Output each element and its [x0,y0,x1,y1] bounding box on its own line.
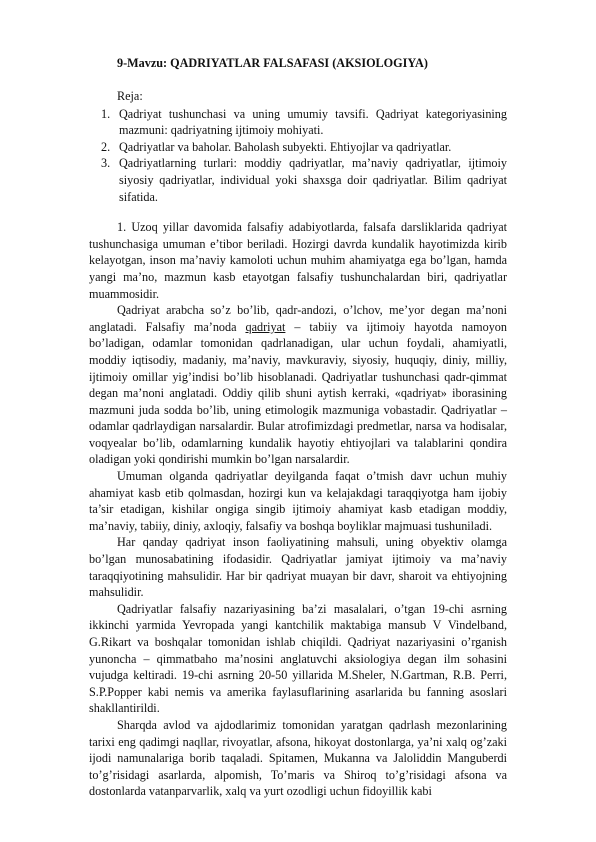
paragraph-product: Har qanday qadriyat inson faoliyatining mahsuli, uning obyektiv olamga bo’lgan munosabatining ifodasidir. Qadriyatlar jamiyat ijtimoiy va ma’naviy taraqqiyotining mahsulidir. Har bir qadriyat muayan bir davr, sharoit va ehtiyojning mahsulidir. [89,535,507,600]
paragraph-intro: 1. Uzoq yillar davomida falsafiy adabiyotlarda, falsafa darsliklarida qadriyat tushunchasiga umuman e’tibor beriladi. Hozirgi davrda kundalik hayotimizda kirib kelayotgan, inson ma’naviy kamoloti uchun muhim ahamiyatga ega bo’lgan, hamda yangi ma’no, mazmun kasb etayotgan falsafiy tushunchalardan biri, qadriyatlar muammosidir. [89,220,507,301]
plan-item-number: 1. [101,106,111,121]
paragraph-theory: Qadriyatlar falsafiy nazariyasining ba’zi masalalari, o’tgan 19-chi asrning ikkinchi yarmida Yevropada yangi kantchilik maktabiga mansub V Vindelband, G.Rikart va boshqalar tomonidan ishlab chiqildi. Qadriyat nazariyasini o’rganish yunoncha – qimmatbaho ma’nosini anglatuvchi aksiologiya degan ilm sohasini vujudga keltiradi. 19-chi asrning 20-50 yillarida M.Sheler, N.Gartman, R.B. Perri, S.P.Popper kabi nemis va amerika faylasuflarining asarlarida bu fanning asoslari shakllantirildi. [89,601,507,716]
plan-item [89,106,507,139]
plan-heading: Reja: [117,89,143,103]
plan-item-text: Qadriyat tushunchasi va uning umumiy tavsifi. Qadriyat kategoriyasining mazmuni: qadriyatning ijtimoiy mohiyati. [119,106,507,138]
underlined-term: qadriyat [245,319,286,334]
paragraph-general: Umuman olganda qadriyatlar deyilganda faqat o’tmish davr uchun muhiy ahamiyat kasb etib qolmasdan, hozirgi kun va kelajakdagi taraqqiyotga ham ijobiy ta’sir etadigan, kishilar ongiga singib ijtimoiy ahamiyat kasb etadigan moddiy, ma’naviy, tabiiy, diniy, axloqiy, falsafiy va boshqa boyliklar majmuasi tushuniladi. [89,469,507,533]
plan-item [89,139,507,156]
paragraph-definition [89,302,507,468]
plan-item-number: 3. [101,156,111,171]
plan-item [89,155,507,205]
plan-item-number: 2. [101,139,111,154]
paragraph-east: Sharqda avlod va ajdodlarimiz tomonidan yaratgan qadrlash mezonlarining tarixi eng qadimgi naqllar, rivoyatlar, afsona, hikoyat dostonlarga, ya’ni xalq og’zaki ijodi namunalariga borib taqaladi. Spitamen, Mukanna va Jaloliddin Manguberdi to’g’risidagi asarlarda, alpomish, To’maris va Shiroq to’g’risidagi afsona va dostonlarda vatanparvarlik, xalq va yurt ozodligi uchun fidoyillik kabi [89,717,507,799]
plan-item-text: Qadriyatlarning turlari: moddiy qadriyatlar, ma’naviy qadriyatlar, ijtimoiy siyosiy qadriyatlar, individual yoki shaxsga doir qadriyatlar. Bilim qadriyat sifatida. [119,156,507,204]
paragraph-definition-start: Qadriyat arabcha so’z bo’lib, qadr-andozi, o’lchov, me’yor degan ma’noni anglatadi. Falsafiy ma’noda [89,303,507,334]
document-page [89,55,507,800]
plan-list [89,106,507,206]
paragraph-definition-end: – tabiiy va ijtimoiy hayotda namoyon bo’ladigan, odamlar tomonidan qadrlanadigan, ular uchun foydali, ahamiyatli, moddiy iqtisodiy, madaniy, ma’naviy, mavkuraviy, siyosiy, huquqiy, diniy, milliy, ijtimoiy omillar yig’indisi bo’lib hisoblanadi. Qadriyatlar tushunchasi qadr-qimmat degan ma’noni anglatadi. Oddiy qilib shuni aytish kerraki, «qadriyat» iborasining mazmuni juda sodda bo’lib, uning etimologik mazmuniga vobastadir. Qadriyatlar – odamlar qadrlaydigan narsalardir. Bular atrofimizdagi predmetlar, narsa va hodisalar, voqyealar bo’lib, odamlarning kundalik hayotiy ehtiyojlari va talablarini qondira oladigan yoki qondirishi mumkin bo’lgan narsalardir. [89,319,507,467]
plan-item-text: Qadriyatlar va baholar. Baholash subyekti. Ehtiyojlar va qadriyatlar. [119,139,452,154]
document-title: 9-Mavzu: QADRIYATLAR FALSAFASI (AKSIOLOGIYA) [117,56,428,70]
